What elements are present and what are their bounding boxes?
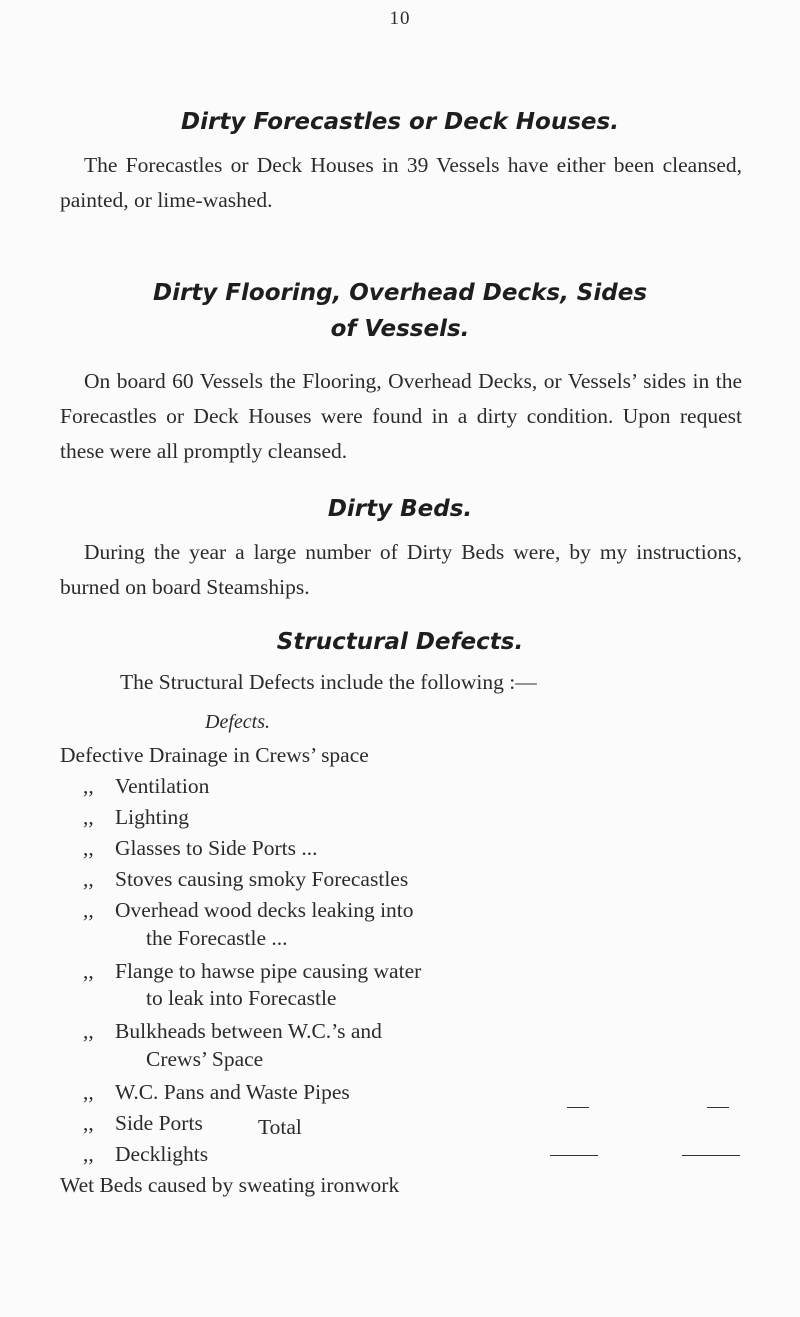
row-label: W.C. Pans and Waste Pipes [115,1079,350,1104]
ditto-mark: ,, [83,958,94,983]
row-label: Stoves causing smoky Forecastles [115,867,409,891]
paragraph-flooring: On board 60 Vessels the Flooring, Overhead Decks, or Vessels’ sides in the Forecastles or Deck Houses were found in a dirty condition. Upon request these were all promptly cleansed. [60,369,742,463]
paragraph-beds: During the year a large number of Dirty Beds were, by my instructions, burned on board Steamships. [60,540,742,599]
row-label: Flange to hawse pipe causing water [115,958,422,983]
row-label: to leak into Forecastle [146,986,337,1011]
ditto-mark: ,, [83,867,94,891]
row-label: Side Ports [115,1110,203,1135]
row-label: Lighting [115,805,190,829]
rule-below-total-remedied [682,1155,740,1156]
paragraph-structural-intro: The Structural Defects include the following :— [120,670,537,694]
header-defects: Defects. [205,711,270,733]
page-number: 10 [389,8,411,29]
row-label: Overhead wood decks leaking into [115,898,414,922]
rule-above-total-cases [567,1107,589,1108]
heading-dirty-flooring-line-2: of Vessels. [330,316,470,342]
rule-below-total-cases [550,1155,598,1156]
total-label: Total [258,1115,302,1139]
heading-dirty-flooring-line-1: Dirty Flooring, Overhead Decks, Sides [152,280,648,306]
heading-dirty-forecastles: Dirty Forecastles or Deck Houses. [181,109,619,135]
ditto-mark: ,, [83,1110,94,1135]
ditto-mark: ,, [83,898,94,922]
row-label: Defective Drainage in Crews’ space [60,743,369,767]
row-label: Glasses to Side Ports ... [115,836,318,860]
ditto-mark: ,, [83,1141,94,1166]
heading-structural-defects: Structural Defects. [276,629,524,655]
row-label: Crews’ Space [146,1046,264,1071]
ditto-mark: ,, [83,774,94,798]
row-label: Bulkheads between W.C.’s and [115,1019,382,1044]
row-label: Ventilation [115,774,210,798]
ditto-mark: ,, [83,1079,94,1104]
paragraph-forecastles: The Forecastles or Deck Houses in 39 Vessels have either been cleansed, painted, or lime-washed. [60,153,742,212]
ditto-mark: ,, [83,805,94,829]
row-label: Wet Beds caused by sweating ironwork [60,1172,400,1197]
ditto-mark: ,, [83,836,94,860]
row-label: Decklights [115,1141,209,1166]
rule-above-total-remedied [707,1107,729,1108]
ditto-mark: ,, [83,1019,94,1044]
heading-dirty-beds: Dirty Beds. [327,496,473,522]
row-label: the Forecastle ... [146,925,288,950]
